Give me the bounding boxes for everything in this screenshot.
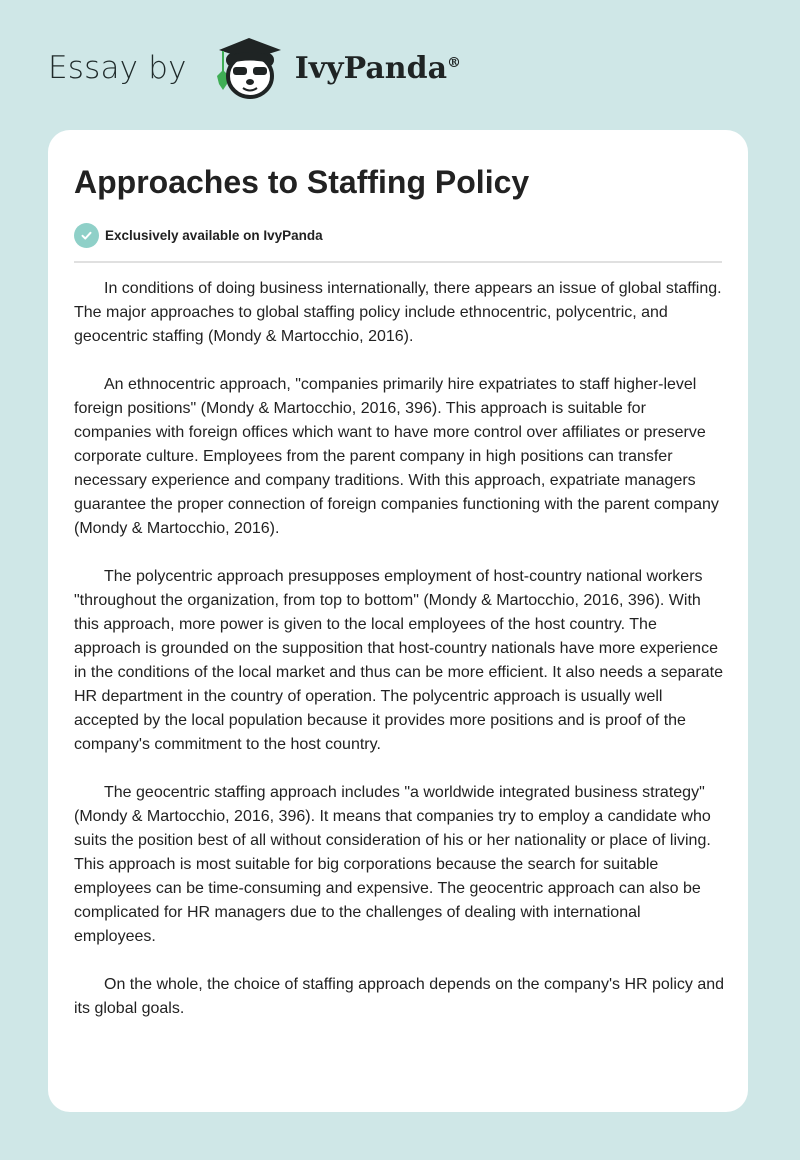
panda-logo-icon — [205, 36, 289, 100]
paragraph: The polycentric approach presupposes employment of host-country national workers "throughout the organization, from top to bottom" (Mondy & Martocchio, 2016, 396). With this approach, more power is given to the local employees of the host country. The approach is grounded on the supposition that host-country nationals have more experience in the conditions of the local market and thus can be more efficient. It also needs a separate HR department in the country of operation. The polycentric approach is usually well accepted by the local population because it provides more positions and is proof of the company's commitment to the host country. — [74, 568, 723, 753]
check-icon — [74, 223, 99, 248]
essay-by-label: Essay by — [48, 50, 187, 86]
paragraph: On the whole, the choice of staffing approach depends on the company's HR policy and its global goals. — [74, 976, 725, 1017]
essay-body — [74, 277, 726, 1045]
brand-name-text: IvyPanda — [294, 50, 448, 86]
paragraph: In conditions of doing business internationally, there appears an issue of global staffing. The major approaches to global staffing policy include ethnocentric, polycentric, and geocentric staffing (Mondy & Martocchio, 2016). — [74, 280, 722, 345]
paragraph: The geocentric staffing approach includes "a worldwide integrated business strategy" (Mondy & Martocchio, 2016, 396). It means that companies try to employ a candidate who suits the position best of all without consideration of his or her nationality or place of living. This approach is most suitable for big corporations because the search for suitable employees can be time-consuming and expensive. The geocentric approach can also be complicated for HR managers due to the challenges of dealing with international employees. — [74, 784, 711, 945]
paragraph: An ethnocentric approach, "companies primarily hire expatriates to staff higher-level foreign positions" (Mondy & Martocchio, 2016, 396). This approach is suitable for companies with foreign offices which want to have more control over affiliates or preserve corporate culture. Employees from the parent company in high positions can transfer necessary experience and company traditions. With this approach, expatriate managers guarantee the proper connection of foreign companies functioning with the parent company (Mondy & Martocchio, 2016). — [74, 376, 719, 537]
badge-text: Exclusively available on IvyPanda — [105, 228, 323, 243]
brand-header — [48, 38, 461, 98]
divider — [74, 261, 722, 263]
exclusive-badge — [74, 223, 323, 248]
registered-mark: ® — [447, 54, 462, 71]
page-title: Approaches to Staffing Policy — [74, 164, 530, 200]
brand-name — [295, 51, 461, 86]
essay-card — [48, 130, 748, 1112]
